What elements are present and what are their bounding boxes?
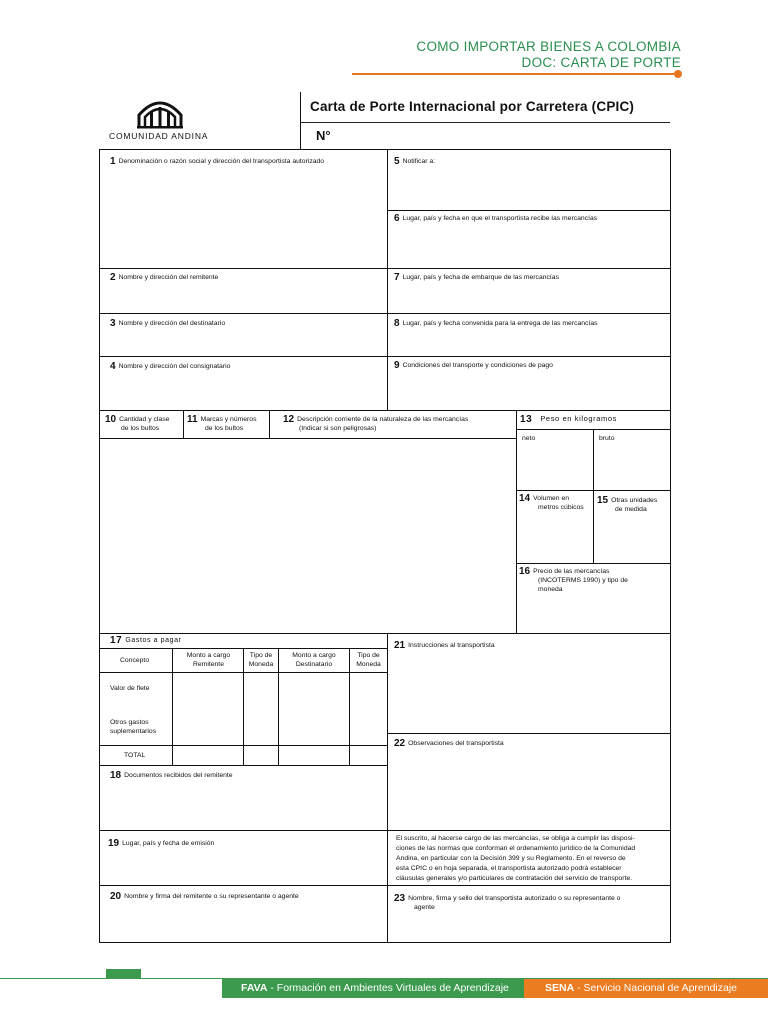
divider: [516, 563, 671, 564]
divider: [387, 210, 671, 211]
row-total: TOTAL: [124, 752, 146, 759]
field-11-label: 11 Marcas y números de los bultos: [187, 414, 257, 432]
field-15-label: 15 Otras unidades de medida: [597, 495, 658, 513]
divider: [387, 830, 671, 831]
field-7-label: 7 Lugar, país y fecha de embarque de las mercancías: [394, 272, 559, 283]
col-tipo-moneda-1: Tipo de Moneda: [248, 652, 274, 668]
divider: [99, 633, 671, 634]
divider: [99, 765, 388, 766]
col-monto-destinatario: Monto a cargo Destinatario: [292, 652, 336, 668]
divider: [99, 438, 516, 439]
field-14-label: 14 Volumen en metros cúbicos: [519, 493, 584, 511]
divider: [387, 268, 671, 269]
divider: [99, 885, 388, 886]
divider: [387, 733, 671, 734]
col-concepto: Concepto: [120, 657, 150, 664]
field-1-label: 1 Denominación o razón social y dirección del transportista autorizado: [110, 156, 325, 167]
divider: [269, 410, 270, 438]
col-tipo-moneda-2: Tipo de Moneda: [356, 652, 381, 668]
row-otros-gastos: Otros gastos suplementarios: [110, 719, 157, 735]
divider: [183, 410, 184, 438]
divider: [387, 149, 388, 410]
divider: [516, 490, 671, 491]
header-line-2: DOC: CARTA DE PORTE: [521, 55, 681, 70]
comunidad-andina-logo-icon: [135, 97, 185, 129]
field-9-label: 9 Condiciones del transporte y condiciones de pago: [394, 360, 553, 371]
field-20-label: 20 Nombre y firma del remitente o su representante o agente: [110, 891, 299, 902]
footer-sena-text: SENA - Servicio Nacional de Aprendizaje: [545, 982, 738, 994]
form-number-label: N°: [316, 128, 331, 143]
field-19-label: 19 Lugar, país y fecha de emisión: [108, 838, 215, 849]
field-21-label: 21 Instrucciones al transportista: [394, 640, 495, 651]
row-valor-flete: Valor de flete: [110, 685, 150, 692]
field-23-label: 23 Nombre, firma y sello del transportista autorizado o su representante o agente: [394, 893, 621, 911]
col-monto-remitente: Monto a cargo Remitente: [186, 652, 231, 668]
field-18-label: 18 Documentos recibidos del remitente: [110, 770, 233, 781]
divider: [387, 356, 671, 357]
header-underline-dot: [674, 70, 682, 78]
header-underline: [352, 73, 678, 75]
divider: [99, 830, 388, 831]
field-3-label: 3 Nombre y dirección del destinatario: [110, 318, 226, 329]
field-22-label: 22 Observaciones del transportista: [394, 738, 504, 749]
field-13-neto: neto: [522, 435, 536, 442]
divider: [387, 633, 388, 943]
divider: [387, 885, 671, 886]
legal-text: El suscrito, al hacerse cargo de las mercancías, se obliga a cumplir las disposi- ciones de las normas que conforman el ordenamiento jurídico de la Comunidad Andina, en particular con la Decisión 399 y su Reglamento. En el reverso de esta CPIC o en hoja separada, el transportista autorizado podrá establecer cláusulas generales y/o particulares de contratación del servicio de transporte.: [396, 835, 636, 882]
field-6-label: 6 Lugar, país y fecha en que el transportista recibe las mercancías: [394, 213, 598, 224]
title-separator: [300, 92, 301, 149]
logo-text: COMUNIDAD ANDINA: [109, 131, 209, 141]
divider: [99, 313, 388, 314]
divider: [387, 313, 671, 314]
field-16-label: 16 Precio de las mercancías (INCOTERMS 1990) y tipo de moneda: [519, 566, 628, 593]
divider: [593, 429, 594, 563]
field-17-label: 17 Gastos a pagar: [110, 635, 182, 646]
title-underline: [300, 122, 670, 123]
divider: [99, 410, 671, 411]
field-13-label: 13 Peso en kilogramos: [520, 414, 617, 425]
divider: [172, 648, 173, 765]
form-title: Carta de Porte Internacional por Carretera (CPIC): [310, 99, 635, 114]
field-10-label: 10 Cantidad y clase de los bultos: [105, 414, 170, 432]
field-4-label: 4 Nombre y dirección del consignatario: [110, 361, 231, 372]
divider: [99, 268, 388, 269]
field-8-label: 8 Lugar, país y fecha convenida para la entrega de las mercancías: [394, 318, 598, 329]
divider: [99, 356, 388, 357]
field-13-bruto: bruto: [599, 435, 615, 442]
footer-fava-text: FAVA - Formación en Ambientes Virtuales de Aprendizaje: [241, 982, 509, 994]
field-12-label: 12 Descripción corriente de la naturaleza de las mercancías (Indicar si son peligrosas): [283, 414, 469, 432]
divider: [516, 410, 517, 633]
header-line-1: COMO IMPORTAR BIENES A COLOMBIA: [416, 39, 681, 54]
field-2-label: 2 Nombre y dirección del remitente: [110, 272, 219, 283]
field-5-label: 5 Notificar a:: [394, 156, 436, 167]
